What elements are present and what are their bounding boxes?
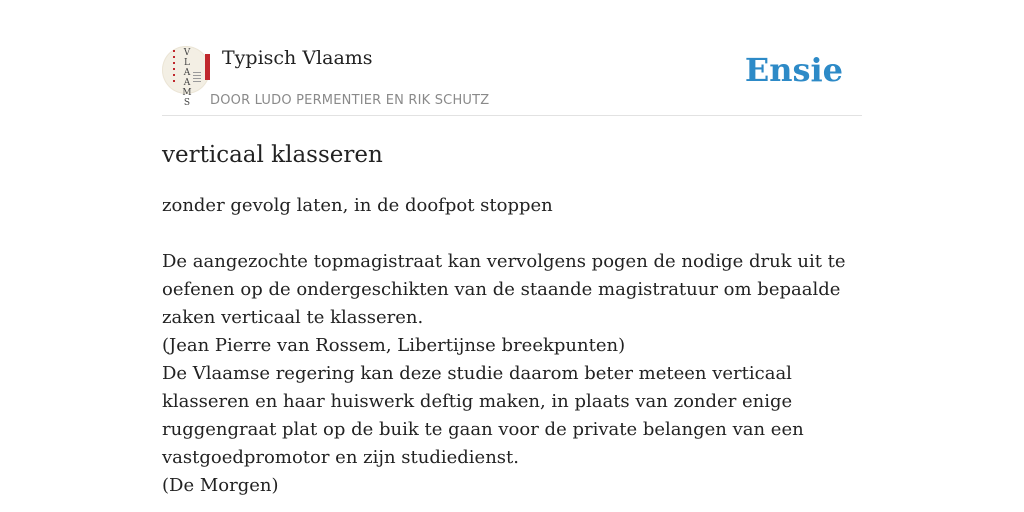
content-container bbox=[162, 0, 862, 496]
example-text: De aangezochte topmagistraat kan vervolgens pogen de nodige druk uit te oefenen op de ondergeschikten van de staande magistratuur om bepaalde zaken verticaal te klasseren. bbox=[162, 251, 846, 328]
example-text: De Vlaamse regering kan deze studie daarom beter meteen verticaal klasseren en haar huiswerk deftig maken, in plaats van zonder enige ruggengraat plat op de buik te gaan voor de private belangen van een vastgoedpromotor en zijn studiedienst. bbox=[162, 363, 804, 468]
example-source: (Jean Pierre van Rossem, Libertijnse breekpunten) bbox=[162, 335, 626, 356]
entry-title: verticaal klasseren bbox=[162, 142, 383, 168]
cover-text-lines bbox=[193, 72, 201, 82]
example-source: (De Morgen) bbox=[162, 475, 279, 496]
entry-definition: zonder gevolg laten, in de doofpot stoppen bbox=[162, 195, 553, 216]
cover-red-edge bbox=[205, 54, 210, 80]
book-cover-image[interactable] bbox=[162, 46, 210, 108]
header bbox=[162, 0, 862, 116]
book-authors: DOOR LUDO PERMENTIER EN RIK SCHUTZ bbox=[210, 93, 490, 108]
cover-letter: M bbox=[182, 88, 192, 98]
cover-letter: V bbox=[183, 48, 191, 58]
cover-lettering bbox=[181, 48, 193, 108]
book-title[interactable]: Typisch Vlaams bbox=[222, 47, 373, 69]
cover-letter: A bbox=[183, 78, 191, 88]
cover-letter: L bbox=[184, 58, 190, 68]
entry-content bbox=[162, 192, 862, 500]
cover-letter: A bbox=[183, 68, 191, 78]
brand-logo[interactable]: Ensie bbox=[744, 51, 843, 89]
cover-dot-pattern bbox=[173, 50, 175, 86]
cover-letter: S bbox=[183, 98, 191, 108]
